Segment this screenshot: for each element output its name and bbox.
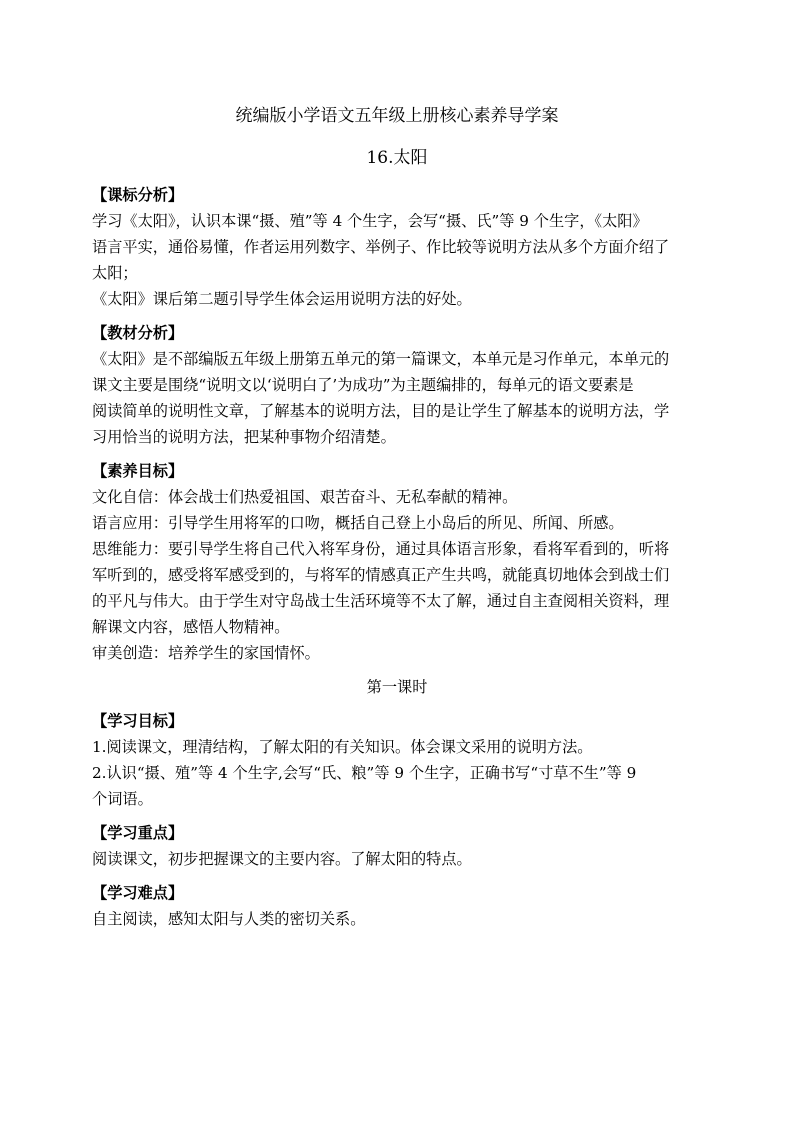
text-line: 自主阅读，感知太阳与人类的密切关系。 [92, 910, 366, 928]
text-line: 语言应用：引导学生用将军的口吻，概括自己登上小岛后的所见、所闻、所感。 [92, 514, 624, 532]
text-line: 1.阅读课文，理清结构，了解太阳的有关知识。体会课文采用的说明方法。 [92, 738, 593, 756]
text-line: 课文主要是围绕“说明文以‘说明白了’为成功”为主题编排的，每单元的语文要素是 [92, 376, 634, 394]
section-nandian [92, 880, 702, 932]
section-heading: 【学习重点】 [92, 824, 184, 842]
text-line: 2.认识“摄、殖”等 4 个生字,会写“氏、粮”等 9 个生字，正确书写“寸草不生”等 9 [92, 764, 637, 782]
text-line: 《太阳》是不部编版五年级上册第五单元的第一篇课文，本单元是习作单元，本单元的 [92, 350, 670, 368]
section-suyang [92, 458, 702, 666]
text-line: 习用恰当的说明方法，把某种事物介绍清楚。 [92, 428, 396, 446]
section-heading: 【教材分析】 [92, 324, 184, 342]
section-heading: 【学习目标】 [92, 712, 184, 730]
text-line: 学习《太阳》，认识本课“摄、殖”等 4 个生字，会写“摄、氏”等 9 个生字，《太阳》 [92, 212, 648, 230]
section-kebiao [92, 182, 702, 312]
text-line: 军听到的，感受将军感受到的，与将军的情感真正产生共鸣，就能真切地体会到战士们 [92, 566, 670, 584]
text-line: 个词语。 [92, 790, 153, 808]
first-lesson-block [92, 674, 702, 700]
document-body [92, 182, 702, 940]
text-line: 语言平实，通俗易懂，作者运用列数字、举例子、作比较等说明方法从多个方面介绍了 [92, 238, 670, 256]
section-jiaocai [92, 320, 702, 450]
section-heading: 【素养目标】 [92, 462, 184, 480]
text-line: 文化自信：体会战士们热爱祖国、艰苦奋斗、无私奉献的精神。 [92, 488, 518, 506]
section-heading: 【学习难点】 [92, 884, 184, 902]
section-mubiao [92, 708, 702, 812]
text-line: 审美创造：培养学生的家国情怀。 [92, 644, 320, 662]
text-line: 的平凡与伟大。由于学生对守岛战士生活环境等不太了解，通过自主查阅相关资料，理 [92, 592, 670, 610]
text-line: 太阳； [92, 264, 138, 282]
text-line: 思维能力：要引导学生将自己代入将军身份，通过具体语言形象，看将军看到的，听将 [92, 540, 670, 558]
first-lesson-title: 第一课时 [366, 678, 428, 696]
lesson-title: 16.太阳 [366, 148, 428, 168]
text-line: 《太阳》课后第二题引导学生体会运用说明方法的好处。 [92, 290, 472, 308]
text-line: 阅读课文，初步把握课文的主要内容。了解太阳的特点。 [92, 850, 472, 868]
text-line: 阅读简单的说明性文章，了解基本的说明方法，目的是让学生了解基本的说明方法，学 [92, 402, 670, 420]
document-title: 统编版小学语文五年级上册核心素养导学案 [235, 106, 559, 126]
section-zhongdian [92, 820, 702, 872]
text-line: 解课文内容，感悟人物精神。 [92, 618, 290, 636]
section-heading: 【课标分析】 [92, 186, 184, 204]
